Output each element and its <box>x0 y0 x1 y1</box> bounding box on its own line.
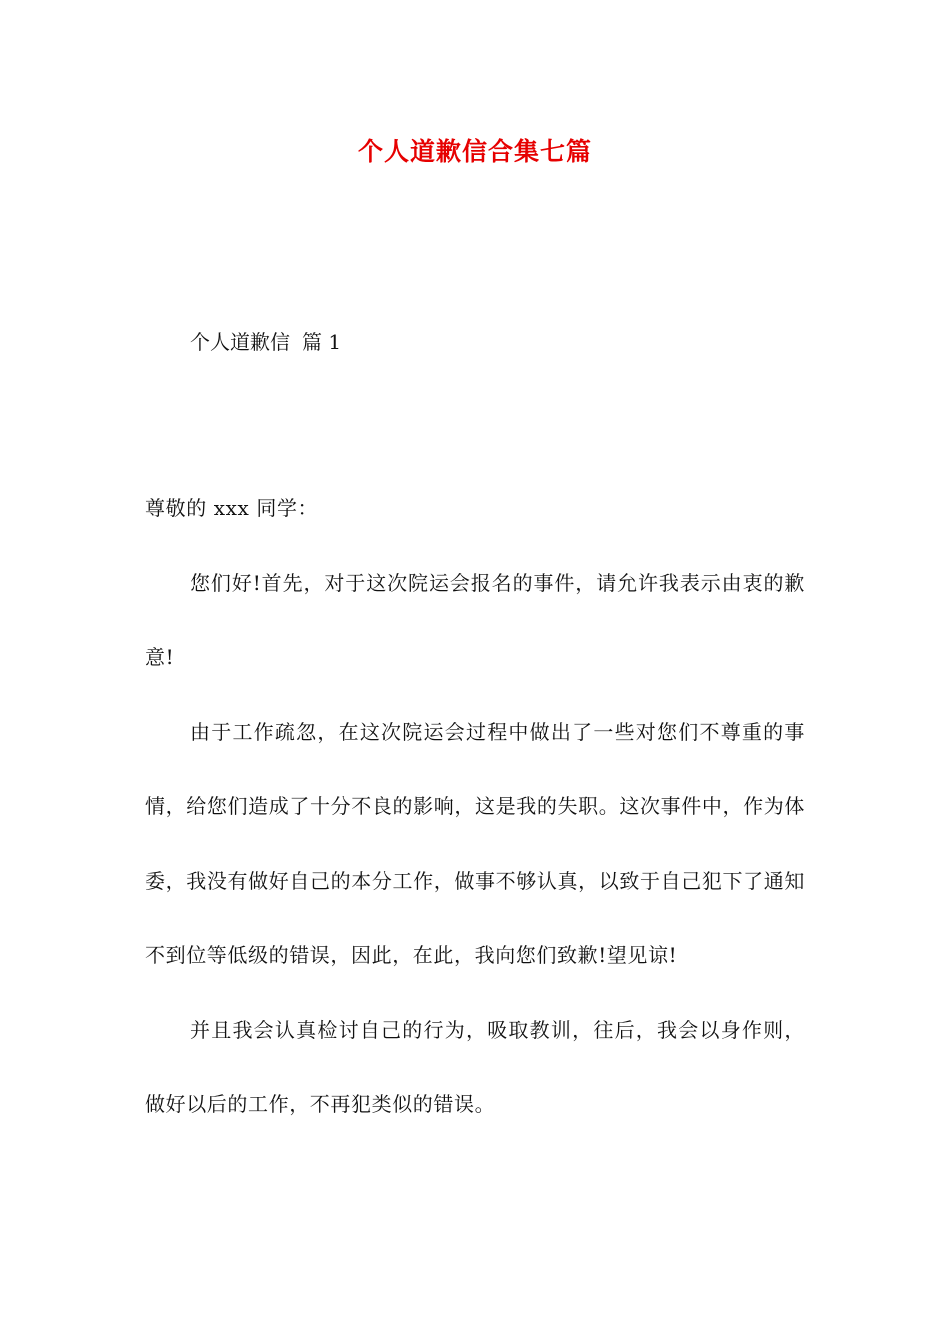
paragraph-3: 并且我会认真检讨自己的行为，吸取教训，往后，我会以身作则，做好以后的工作，不再犯类似的错误。 <box>145 1017 805 1116</box>
section-heading-text: 个人道歉信 <box>190 330 290 354</box>
section-heading <box>190 322 341 362</box>
paragraph-2: 由于工作疏忽，在这次院运会过程中做出了一些对您们不尊重的事情，给您们造成了十分不良的影响，这是我的失职。这次事件中，作为体委，我没有做好自己的本分工作，做事不够认真，以致于自己犯下了通知不到位等低级的错误，因此，在此，我向您们致歉!望见谅! <box>145 719 805 967</box>
document-title: 个人道歉信合集七篇 <box>357 137 592 166</box>
section-number: 篇 1 <box>302 330 342 354</box>
paragraph-1: 您们好!首先，对于这次院运会报名的事件，请允许我表示由衷的歉意! <box>145 570 805 669</box>
letter-body <box>145 471 805 1142</box>
salutation: 尊敬的 xxx 同学： <box>145 496 319 520</box>
